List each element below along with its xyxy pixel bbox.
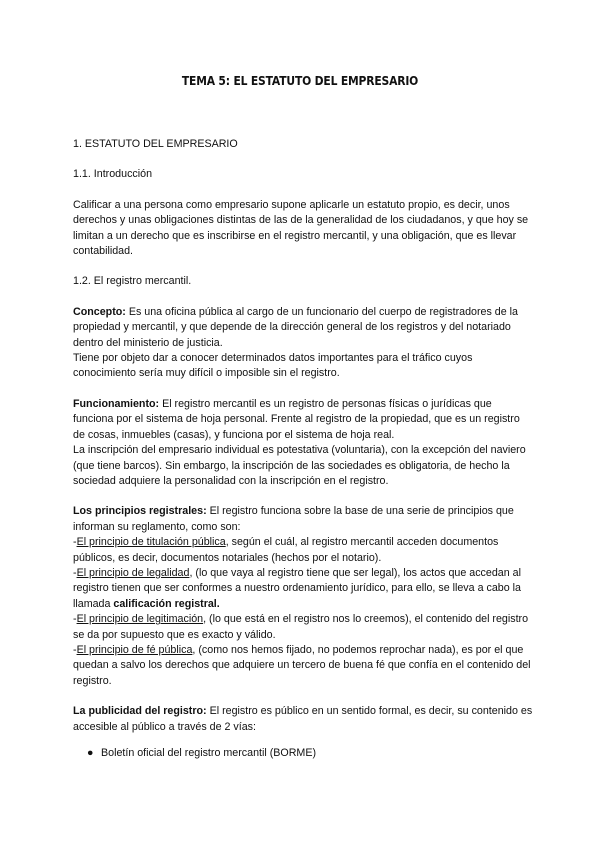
publicidad-text: El registro es público en un sentido formal, es decir, su contenido es accesible al público a través de 2 vías:: [73, 705, 533, 733]
section-heading-1-1: 1.1. Introducción: [73, 168, 153, 181]
principio-legalidad-name: El principio de legalidad: [76, 566, 190, 579]
principio-fe-publica-name: El principio de fé pública: [76, 643, 193, 656]
list-item: [73, 746, 533, 761]
funcionamiento-paragraph: [73, 397, 533, 489]
funcionamiento-label: Funcionamiento:: [73, 397, 160, 410]
section-heading-1: 1. ESTATUTO DEL EMPRESARIO: [73, 138, 238, 150]
section-heading-1-2: 1.2. El registro mercantil.: [73, 275, 192, 288]
principio-titulacion: -El principio de titulación pública, según el cuál, al registro mercantil acceden documentos públicos, es decir, documentos notariales (hechos por el notario).: [73, 536, 499, 564]
principio-legitimacion: -El principio de legitimación, (lo que está en el registro nos lo creemos), el contenido del registro se da por supuesto que es exacto y válido.: [73, 613, 529, 641]
principio-titulacion-name: El principio de titulación pública: [76, 536, 226, 549]
principio-fe-publica: -El principio de fé pública, (como nos hemos fijado, no podemos reprochar nada), es por el que quedan a salvo los derechos que adquiere un tercero de buena fé que confía en el contenido del registro.: [73, 643, 531, 687]
concepto-label: Concepto:: [73, 305, 126, 318]
principios-intro: El registro funciona sobre la base de una serie de principios que informan su reglamento, como son:: [73, 505, 514, 533]
bullet-icon: ●: [87, 747, 94, 759]
page-title: TEMA 5: EL ESTATUTO DEL EMPRESARIO: [181, 73, 419, 88]
principios-label: Los principios registrales:: [73, 505, 207, 518]
funcionamiento-text: El registro mercantil es un registro de personas físicas o jurídicas que funciona por el sistema de hoja personal. Frente al registro de la propiedad, que es un registro de cosas, inmuebles (casas), y funciona por el sistema de hoja real.: [73, 397, 520, 441]
concepto-text-2: Tiene por objeto dar a conocer determinados datos importantes para el tráfico cuyos conocimiento sería muy difícil o imposible sin el registro.: [73, 352, 473, 380]
principios-paragraph: [73, 504, 533, 689]
principio-legitimacion-name: El principio de legitimación: [76, 613, 204, 626]
concepto-paragraph: [73, 305, 533, 382]
document-body: [73, 137, 533, 761]
publicidad-label: La publicidad del registro:: [73, 705, 207, 718]
funcionamiento-text-2: La inscripción del empresario individual es potestativa (voluntaria), con la excepción del naviero (que tiene barcos). Sin embargo, la inscripción de las sociedades es obligatoria, de hecho la sociedad adquiere la personalidad con la inscripción en el registro.: [73, 444, 526, 487]
concepto-text: Es una oficina pública al cargo de un funcionario del cuerpo de registradores de la propiedad y mercantil, y que depende de la dirección general de los registros y del notariado dentro del ministerio de justicia.: [73, 305, 518, 349]
publicidad-paragraph: [73, 704, 533, 761]
intro-paragraph: Calificar a una persona como empresario supone aplicarle un estatuto propio, es decir, unos derechos y unas obligaciones distintas de las de la generalidad de los ciudadanos, y que hoy se limitan a un derecho que es inscribirse en el registro mercantil, y una obligación, que es llevar contabilidad.: [73, 198, 529, 258]
principio-legalidad: -El principio de legalidad, (lo que vaya al registro tiene que ser legal), los actos que accedan al registro tienen que ser conformes a nuestro ordenamiento jurídico, para ello, se lleva a cabo la llamada calificación registral.: [73, 566, 521, 610]
publicidad-list: [73, 746, 533, 761]
calificacion-registral: calificación registral.: [113, 597, 220, 610]
list-item-text: Boletín oficial del registro mercantil (BORME): [101, 747, 317, 759]
